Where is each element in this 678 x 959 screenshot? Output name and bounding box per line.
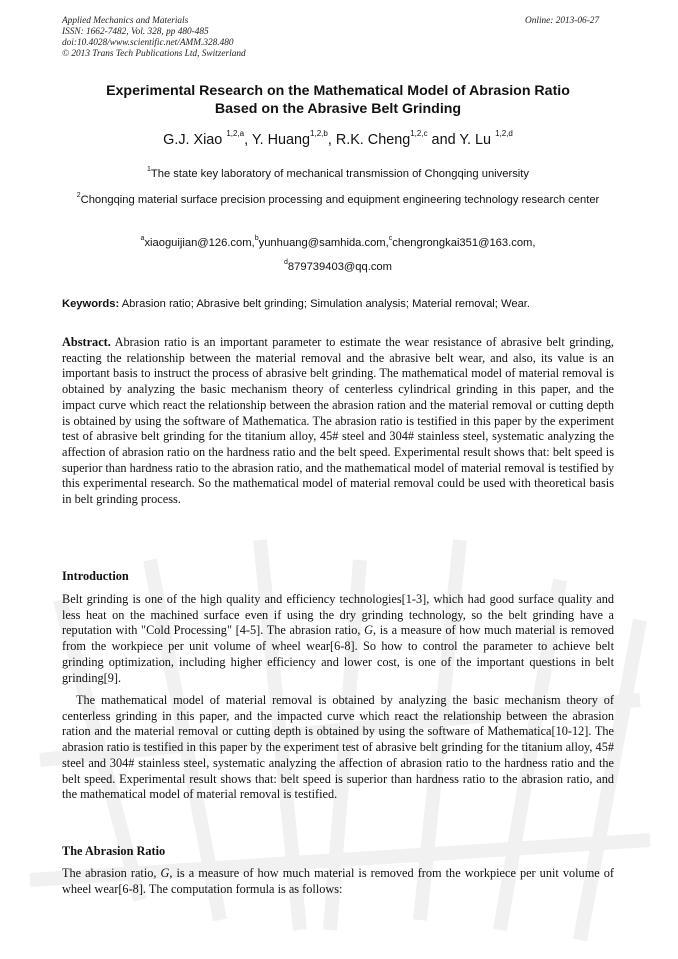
author-affil-sup: 1,2,c <box>410 129 428 138</box>
abstract-text: Abrasion ratio is an important parameter to estimate the wear resistance of abrasive belt grinding, reacting the relationship between the material removal and the abrasive belt wear, and also, its value is an important basis to instruct the process of abrasive belt grinding. The mathematical model of material removal is obtained by analyzing the basic mechanism theory of centerless cylindrical grinding in this paper, and the impact curve which react the relationship between the abrasion ration and the material removal or cutting depth is obtained by using the software of Mathematica. The abrasion ratio is testified in this paper by the experiment test of abrasive belt grinding for the titanium alloy, 45# steel and 304# stainless steel, systematic analyzing the affection of abrasion ratio on the hardness ratio and the belt speed. Experimental result shows that: belt speed is superior than hardness ratio to the abrasion ratio, and the mathematical model of material removal is testified by this experimental research. So the mathematical model of material removal could be used with theoretical basis in belt grinding process. <box>62 335 614 507</box>
author-separator: , <box>244 132 252 148</box>
author-affil-sup: 1,2,a <box>226 129 245 138</box>
author-name: R.K. Cheng <box>335 132 411 148</box>
email-link[interactable]: chengrongkai351@163.com, <box>392 237 536 249</box>
journal-copyright: © 2013 Trans Tech Publications Ltd, Switzerland <box>62 49 246 59</box>
journal-header <box>62 16 246 60</box>
affiliation-sup: 1 <box>147 166 151 173</box>
email-line-2 <box>62 259 614 276</box>
email-line-1 <box>62 235 614 252</box>
affiliation-text: The state key laboratory of mechanical transmission of Chongqing university <box>150 168 529 180</box>
email-sup: b <box>254 235 259 242</box>
abstract-label: Abstract. <box>62 335 111 349</box>
paper-title <box>62 82 614 118</box>
intro-paragraph-1 <box>62 592 614 686</box>
symbol-g: G <box>364 623 374 638</box>
author-name: Y. Huang <box>251 132 311 148</box>
section-heading-introduction: Introduction <box>62 569 129 583</box>
journal-name: Applied Mechanics and Materials <box>62 16 189 26</box>
affiliation-2 <box>62 192 614 209</box>
body-text: , is a measure of how much material is removed from the workpiece per unit volume of wheel wear[6-8]. The computation formula is as follows: <box>62 866 615 896</box>
keywords <box>62 297 614 312</box>
email-link[interactable]: xiaoguijian@126.com, <box>144 237 255 249</box>
author-separator: and <box>427 132 460 148</box>
body-text: , is a measure of how much material is removed from the workpiece per unit volume of wheel wear[6-8]. So how to control the parameter to achieve belt grinding optimization, including higher efficiency and lower cost, is one of the important questions in belt grinding[9]. <box>62 623 614 685</box>
email-link[interactable]: yunhuang@samhida.com, <box>258 237 389 249</box>
section-heading-abrasion-ratio: The Abrasion Ratio <box>62 844 166 858</box>
email-sup: d <box>284 259 288 266</box>
author-separator: , <box>327 132 336 148</box>
body-text: Belt grinding is one of the high quality and efficiency technologies[1-3], which had good surface quality and less heat on the machined surface even if using the dry grinding technology, so the belt grinding have a reputation with "Cold Processing" [4-5]. The abrasion ratio, <box>62 592 614 638</box>
online-date: Online: 2013-06-27 <box>525 16 600 26</box>
title-line-1: Experimental Research on the Mathematical Model of Abrasion Ratio <box>106 83 570 99</box>
affiliation-1 <box>62 166 614 183</box>
abrasion-paragraph-1 <box>62 866 614 897</box>
author-name: G.J. Xiao <box>163 132 227 148</box>
journal-issn: ISSN: 1662-7482, Vol. 328, pp 480-485 <box>62 27 209 37</box>
author-affil-sup: 1,2,d <box>495 129 513 138</box>
title-line-2: Based on the Abrasive Belt Grinding <box>214 101 462 117</box>
intro-paragraph-2: The mathematical model of material removal is obtained by analyzing the basic mechanism theory of centerless grinding in this paper, and the impacted curve which react the relationship between the abrasion ration and the material removal or cutting depth is obtained by using the software of Mathematica[10-12]. The abrasion ratio is testified in this paper by the experiment test of abrasive belt grinding for the titanium alloy, 45# steel and 304# stainless steel, systematic analyzing the affection of abrasion ratio to the hardness ratio and the belt speed. Experimental result shows that: belt speed is superior than hardness ratio to the abrasion ratio, and the mathematical model of material removal is testified. <box>62 693 614 802</box>
email-sup: a <box>140 235 145 242</box>
author-name: Y. Lu <box>459 132 496 148</box>
affiliation-sup: 2 <box>76 192 81 199</box>
body-text: The abrasion ratio, <box>62 866 161 880</box>
journal-doi[interactable]: doi:10.4028/www.scientific.net/AMM.328.480 <box>62 38 234 48</box>
keywords-label: Keywords: <box>62 298 120 310</box>
email-link[interactable]: 879739403@qq.com <box>287 261 392 273</box>
symbol-g: G <box>160 866 170 880</box>
keywords-text: Abrasion ratio; Abrasive belt grinding; Simulation analysis; Material removal; Wear. <box>119 298 531 310</box>
email-sup: c <box>388 235 393 242</box>
abstract <box>62 335 614 508</box>
author-affil-sup: 1,2,b <box>310 129 328 138</box>
affiliation-text: Chongqing material surface precision processing and equipment engineering technology research center <box>80 194 600 206</box>
author-list <box>62 130 614 150</box>
